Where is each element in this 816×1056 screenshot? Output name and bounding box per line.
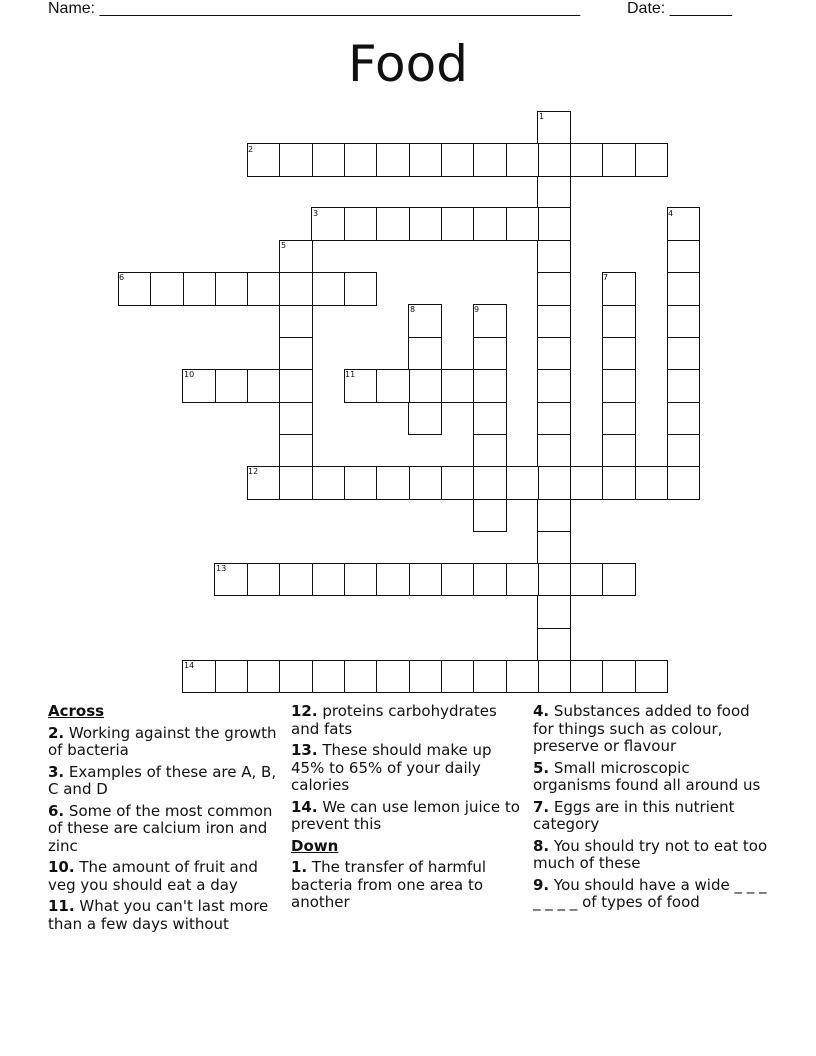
grid-cell[interactable]: [279, 563, 313, 597]
cell-number: 8: [410, 305, 416, 314]
grid-cell[interactable]: [441, 660, 475, 694]
grid-cell[interactable]: [344, 660, 378, 694]
grid-cell[interactable]: [408, 207, 442, 241]
grid-cell[interactable]: [247, 272, 281, 306]
grid-cell[interactable]: [441, 466, 475, 500]
name-field[interactable]: Name: ______________________________________________________: [48, 0, 581, 17]
grid-cell[interactable]: [311, 272, 345, 306]
clue-across-11: 11. What you can't last more than a few days without: [48, 897, 269, 933]
grid-cell[interactable]: [602, 337, 636, 371]
grid-cell[interactable]: [505, 143, 539, 177]
grid-cell[interactable]: [602, 434, 636, 468]
grid-cell[interactable]: [473, 401, 507, 435]
grid-cell[interactable]: [376, 660, 410, 694]
grid-cell[interactable]: [667, 304, 701, 338]
grid-cell[interactable]: [376, 466, 410, 500]
grid-cell[interactable]: [376, 563, 410, 597]
grid-cell[interactable]: [441, 143, 475, 177]
grid-cell[interactable]: [537, 207, 571, 241]
clues-column-3: [533, 703, 769, 916]
grid-cell[interactable]: [667, 369, 701, 403]
cell-number: 11: [345, 370, 356, 379]
grid-cell[interactable]: [279, 434, 313, 468]
across-heading: Across: [48, 702, 105, 720]
grid-cell[interactable]: [473, 563, 507, 597]
grid-cell[interactable]: [537, 434, 571, 468]
grid-cell[interactable]: [279, 660, 313, 694]
grid-cell[interactable]: [344, 207, 378, 241]
grid-cell[interactable]: [667, 466, 701, 500]
grid-cell[interactable]: [602, 369, 636, 403]
cell-number: 6: [119, 273, 125, 282]
grid-cell[interactable]: [570, 660, 604, 694]
grid-cell[interactable]: [376, 207, 410, 241]
grid-cell[interactable]: [473, 143, 507, 177]
cell-number: 13: [216, 564, 227, 573]
cell-number: 5: [281, 241, 287, 250]
cell-number: 2: [248, 145, 254, 154]
grid-cell[interactable]: [408, 660, 442, 694]
grid-cell[interactable]: [667, 240, 701, 274]
grid-cell[interactable]: [311, 563, 345, 597]
grid-cell[interactable]: [214, 369, 248, 403]
clue-down-1: 1. The transfer of harmful bacteria from one area to another: [291, 858, 486, 911]
grid-cell[interactable]: [473, 498, 507, 532]
cell-number: 14: [184, 661, 195, 670]
grid-cell[interactable]: [537, 337, 571, 371]
clue-across-12: 12. proteins carbohydrates and fats: [291, 702, 497, 738]
clue-down-5: 5. Small microscopic organisms found all around us: [533, 758, 761, 794]
grid-cell[interactable]: [667, 434, 701, 468]
clues-column-2: [291, 703, 527, 916]
grid-cell[interactable]: [537, 240, 571, 274]
grid-cell[interactable]: [537, 660, 571, 694]
grid-cell[interactable]: [344, 563, 378, 597]
grid-cell[interactable]: [473, 660, 507, 694]
grid-cell[interactable]: [247, 660, 281, 694]
grid-cell[interactable]: [505, 563, 539, 597]
grid-cell[interactable]: [570, 143, 604, 177]
grid-cell[interactable]: [214, 272, 248, 306]
grid-cell[interactable]: [537, 369, 571, 403]
grid-cell[interactable]: [376, 369, 410, 403]
grid-cell[interactable]: [441, 563, 475, 597]
grid-cell[interactable]: [602, 563, 636, 597]
grid-cell[interactable]: [376, 143, 410, 177]
grid-cell[interactable]: [570, 563, 604, 597]
grid-cell[interactable]: [247, 563, 281, 597]
grid-cell[interactable]: [214, 660, 248, 694]
grid-cell[interactable]: [344, 466, 378, 500]
grid-cell[interactable]: [408, 563, 442, 597]
grid-cell[interactable]: [473, 369, 507, 403]
grid-cell[interactable]: [408, 337, 442, 371]
grid-cell[interactable]: [537, 627, 571, 661]
grid-cell[interactable]: [279, 466, 313, 500]
grid-cell[interactable]: [279, 337, 313, 371]
clue-across-2: 2. Working against the growth of bacteria: [48, 723, 277, 759]
clue-across-6: 6. Some of the most common of these are calcium iron and zinc: [48, 801, 273, 855]
clues-column-1: [48, 703, 284, 937]
grid-cell[interactable]: [150, 272, 184, 306]
grid-cell[interactable]: [311, 143, 345, 177]
grid-cell[interactable]: [537, 272, 571, 306]
grid-cell[interactable]: [537, 466, 571, 500]
clue-down-4: 4. Substances added to food for things such as colour, preserve or flavour: [533, 702, 750, 755]
puzzle-title: Food: [348, 35, 468, 93]
grid-cell[interactable]: [602, 660, 636, 694]
grid-cell[interactable]: [279, 272, 313, 306]
clue-across-14: 14. We can use lemon juice to prevent this: [291, 797, 520, 833]
grid-cell[interactable]: [634, 660, 668, 694]
down-heading: Down: [291, 836, 339, 855]
grid-cell[interactable]: [344, 272, 378, 306]
grid-cell[interactable]: [473, 466, 507, 500]
grid-cell[interactable]: [537, 304, 571, 338]
cell-number: 1: [539, 112, 545, 121]
grid-cell[interactable]: [408, 401, 442, 435]
grid-cell[interactable]: [473, 207, 507, 241]
clue-down-9: 9. You should have a wide _ _ _ _ _ _ _ of types of food: [533, 875, 767, 911]
grid-cell[interactable]: [279, 143, 313, 177]
grid-cell[interactable]: [473, 434, 507, 468]
grid-cell[interactable]: [408, 143, 442, 177]
grid-cell[interactable]: [505, 207, 539, 241]
clue-across-10: 10. The amount of fruit and veg you should eat a day: [48, 858, 258, 894]
grid-cell[interactable]: [537, 595, 571, 629]
clue-across-3: 3. Examples of these are A, B, C and D: [48, 762, 277, 798]
grid-cell[interactable]: [441, 207, 475, 241]
grid-cell[interactable]: [408, 466, 442, 500]
grid-cell[interactable]: [537, 563, 571, 597]
grid-cell[interactable]: [537, 530, 571, 564]
clue-across-13: 13. These should make up 45% to 65% of your daily calories: [291, 741, 492, 794]
cell-number: 3: [313, 209, 319, 218]
grid-cell[interactable]: [634, 143, 668, 177]
grid-cell[interactable]: [247, 369, 281, 403]
grid-cell[interactable]: [408, 369, 442, 403]
grid-cell[interactable]: [505, 466, 539, 500]
grid-cell[interactable]: [667, 272, 701, 306]
cell-number: 12: [248, 467, 259, 476]
grid-cell[interactable]: [505, 660, 539, 694]
grid-cell[interactable]: [344, 143, 378, 177]
date-field[interactable]: Date: _______: [627, 0, 732, 17]
grid-cell[interactable]: [537, 401, 571, 435]
grid-cell[interactable]: [279, 304, 313, 338]
clue-down-7: 7. Eggs are in this nutrient category: [533, 797, 735, 833]
grid-cell[interactable]: [279, 369, 313, 403]
cell-number: 7: [603, 273, 609, 282]
grid-cell[interactable]: [570, 466, 604, 500]
cell-number: 10: [184, 370, 195, 379]
grid-cell[interactable]: [602, 304, 636, 338]
grid-cell[interactable]: [537, 498, 571, 532]
clue-down-8: 8. You should try not to eat too much of these: [533, 836, 768, 872]
grid-cell[interactable]: [602, 143, 636, 177]
grid-cell[interactable]: [602, 401, 636, 435]
cell-number: 4: [668, 209, 674, 218]
grid-cell[interactable]: [602, 466, 636, 500]
grid-cell[interactable]: [311, 660, 345, 694]
grid-cell[interactable]: [441, 369, 475, 403]
grid-cell[interactable]: [473, 337, 507, 371]
grid-cell[interactable]: [311, 466, 345, 500]
grid-cell[interactable]: [182, 272, 216, 306]
cell-number: 9: [474, 305, 480, 314]
grid-cell[interactable]: [634, 466, 668, 500]
grid-cell[interactable]: [279, 401, 313, 435]
grid-cell[interactable]: [537, 143, 571, 177]
grid-cell[interactable]: [667, 337, 701, 371]
grid-cell[interactable]: [537, 175, 571, 209]
grid-cell[interactable]: [667, 401, 701, 435]
